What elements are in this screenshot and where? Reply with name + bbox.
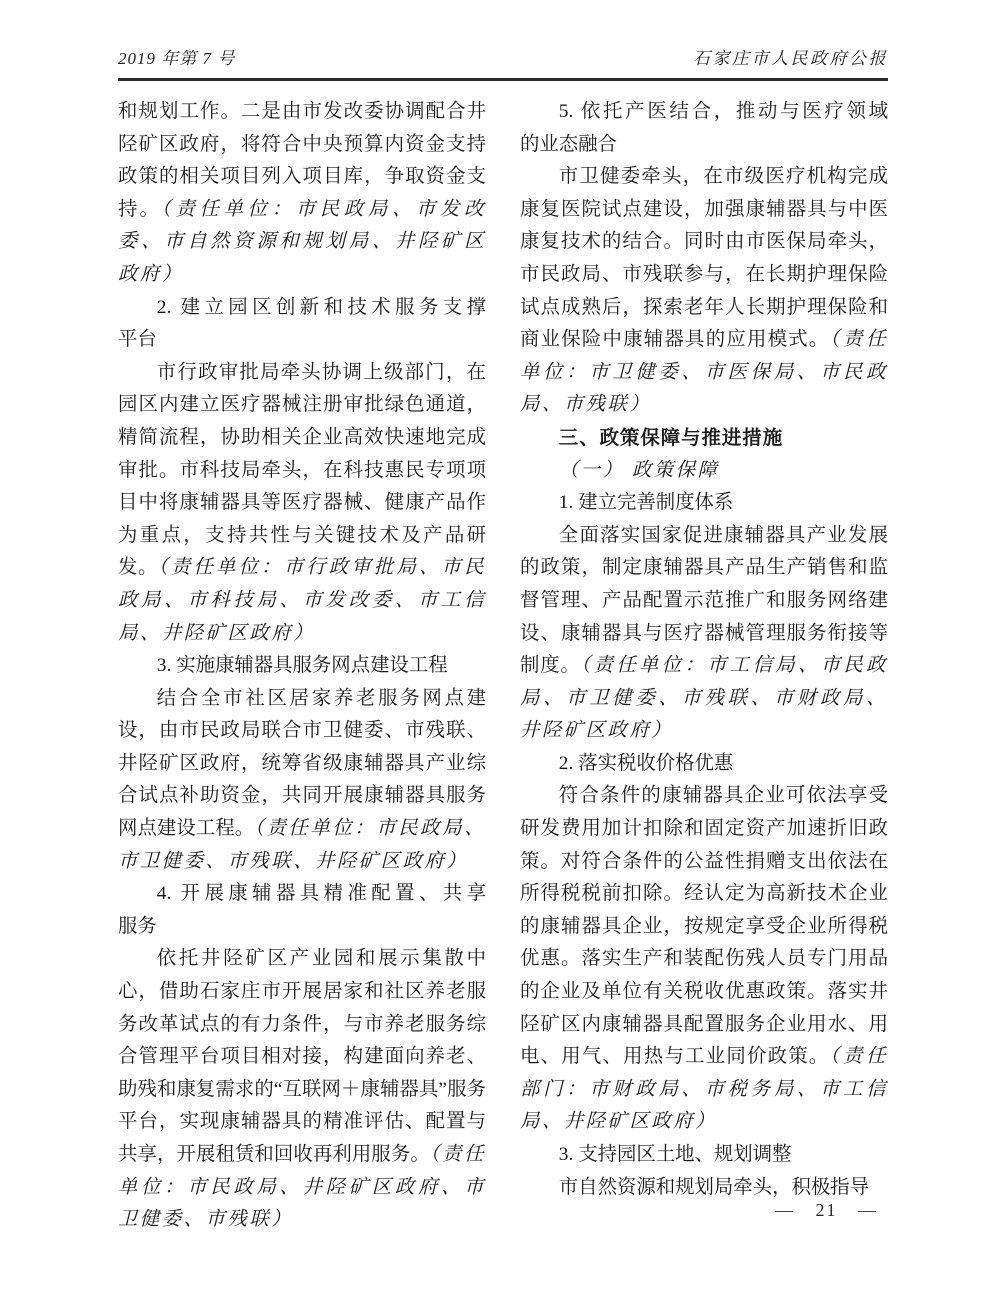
issue-number: 2019 年第 7 号 [118, 49, 236, 68]
heading-line: 5. 依托产医结合，推动与医疗领域 [558, 101, 888, 122]
page-header [118, 44, 888, 69]
paragraph [118, 683, 486, 879]
page-number: — 21 — [775, 1200, 878, 1220]
responsibility-note: （责任单位：市卫健委、市医保局、市民政局、市残联） [520, 329, 888, 416]
numbered-heading [520, 96, 888, 161]
responsibility-note: （责任单位：市民政局、市发改委、市自然资源和规划局、井陉矿区政府） [118, 198, 486, 285]
numbered-heading: 2. 落实税收价格优惠 [558, 752, 734, 774]
heading-line: 服务 [118, 915, 157, 937]
subsection-heading: （一） 政策保障 [558, 459, 720, 481]
paragraph-text: 依托井陉矿区产业园和展示集散中心，借助石家庄市开展居家和社区养老服务改革试点的有力条件，与市养老服务综合管理平台项目相对接，构建面向养老、助残和康复需求的“互联网＋康辅器具”服务平台，实现康辅器具的精准评估、配置与共享，开展租赁和回收再利用服务。 [118, 948, 486, 1165]
numbered-heading: 3. 支持园区土地、规划调整 [558, 1144, 792, 1165]
responsibility-note: （责任单位：市行政审批局、市民政局、市科技局、市发改委、市工信局、井陉矿区政府） [118, 557, 486, 644]
paragraph-text: 和规划工作。二是由市发改委协调配合井陉矿区政府，将符合中央预算内资金支持政策的相关项目列入项目库，争取资金支持。 [118, 101, 486, 220]
heading-line: 4. 开展康辅器具精准配置、共享 [156, 883, 486, 905]
numbered-heading: 1. 建立完善制度体系 [558, 492, 734, 514]
text-column-right [520, 96, 888, 1237]
responsibility-note: （责任单位：市民政局、市卫健委、市残联、井陉矿区政府） [118, 818, 486, 872]
responsibility-note: （责任单位：市民政局、井陉矿区政府、市卫健委、市残联） [118, 1144, 486, 1231]
heading-line: 的业态融合 [520, 133, 617, 155]
paragraph [118, 96, 486, 292]
paragraph-text: 结合全市社区居家养老服务网点建设，由市民政局联合市卫健委、市残联、井陉矿区政府，统筹省级康辅器具产业综合试点补助资金，共同开展康辅器具服务网点建设工程。 [118, 687, 486, 840]
heading-line: 2. 建立园区创新和技术服务支撑 [156, 296, 486, 318]
paragraph-text: 市行政审批局牵头协调上级部门，在园区内建立医疗器械注册审批绿色通道，精简流程，协助相关企业高效快速地完成审批。市科技局牵头，在科技惠民专项项目中将康辅器具等医疗器械、健康产品作为重点，支持共性与关键技术及产品研发。 [118, 361, 486, 579]
section-heading: 三、政策保障与推进措施 [558, 426, 784, 449]
header-rule [118, 78, 888, 81]
numbered-heading: 3. 实施康辅器具服务网点建设工程 [156, 655, 448, 677]
gazette-page [118, 44, 888, 1237]
paragraph-text: 符合条件的康辅器具企业可依法享受研发费用加计扣除和固定资产加速折旧政策。对符合条件的公益性捐赠支出依法在所得税税前扣除。经认定为高新技术企业的康辅器具企业，按规定享受企业所得税优惠。落实生产和装配伤残人员专门用品的企业及单位有关税收优惠政策。落实井陉矿区内康辅器具配置服务企业用水、用电、用气、用热与工业同价政策。 [520, 785, 888, 1068]
paragraph-text: 市卫健委牵头，在市级医疗机构完成康复医院试点建设，加强康辅器具与中医康复技术的结合。同时由市医保局牵头，市民政局、市残联参与，在长期护理保险试点成熟后，探索老年人长期护理保险和商业保险中康辅器具的应用模式。 [520, 166, 888, 351]
paragraph [520, 520, 888, 748]
publication-title: 石家庄市人民政府公报 [693, 49, 888, 68]
paragraph-text: 全面落实国家促进康辅器具产业发展的政策，制定康辅器具产品生产销售和监督管理、产品配置示范推广和服务网络建设、康辅器具与医疗器械管理服务衔接等制度。 [520, 524, 888, 677]
responsibility-note: （责任部门：市财政局、市税务局、市工信局、井陉矿区政府） [520, 1046, 888, 1133]
numbered-heading [118, 292, 486, 357]
numbered-heading [118, 878, 486, 943]
responsibility-note: （责任单位：市工信局、市民政局、市卫健委、市残联、市财政局、井陉矿区政府） [520, 655, 888, 742]
paragraph [118, 943, 486, 1236]
paragraph [118, 357, 486, 650]
paragraph [520, 780, 888, 1139]
text-column-left [118, 96, 486, 1237]
paragraph: 市自然资源和规划局牵头，积极指导 [558, 1176, 870, 1198]
paragraph [520, 161, 888, 422]
two-column-body [118, 96, 888, 1237]
heading-line: 平台 [118, 329, 157, 351]
